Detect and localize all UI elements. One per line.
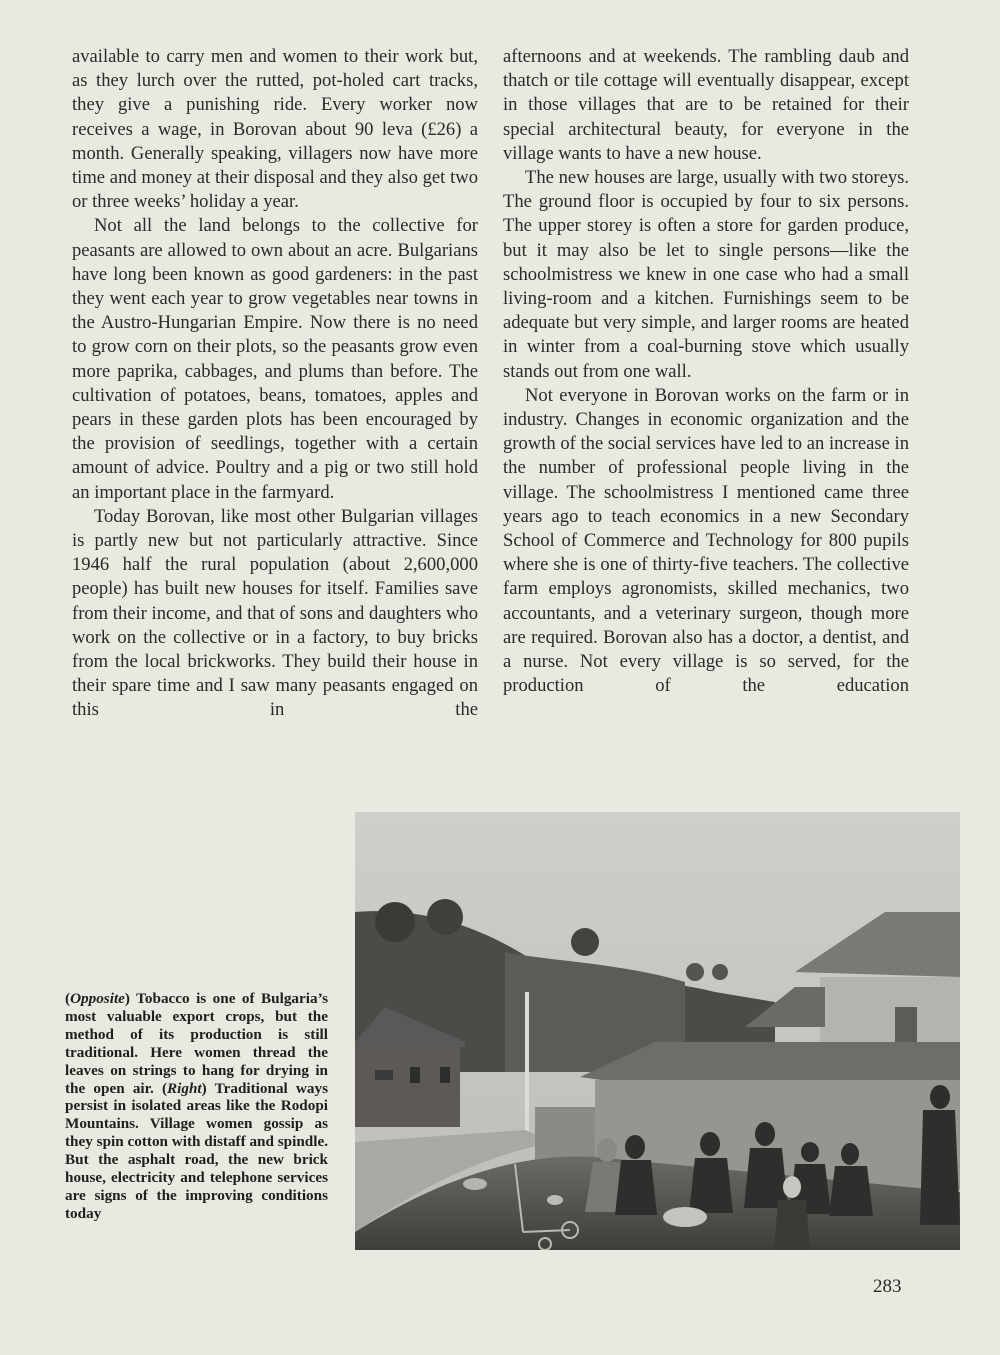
caption-text-opposite: Tobacco is one of Bulgaria’s most valuable export crops, but the method of its production is still traditional. Here women thread the leaves on strings to hang for drying in the open air. xyxy=(65,990,328,1097)
paragraph: afternoons and at weekends. The rambling daub and thatch or tile cottage will eventually disappear, except in those villages that are to be retained for their special architectural beauty, for everyone in the village wants to have a new house. xyxy=(503,46,909,164)
photo-caption: (Opposite) Tobacco is one of Bulgaria’s most valuable export crops, but the method of its production is still traditional. Here women thread the leaves on strings to hang for drying in the open air. (Right) Traditional ways persist in isolated areas like the Rodopi Mountains. Village women gossip as they spin cotton with distaff and spindle. But the asphalt road, the new brick house, electricity and telephone services are signs of the improving conditions today xyxy=(65,990,328,1222)
paragraph: Not everyone in Borovan works on the farm or in industry. Changes in economic organization and the growth of the social services have led to an increase in the number of professional people living in the village. The schoolmistress I mentioned came three years ago to teach economics in a new Secondary School of Commerce and Technology for 800 pupils where she is one of thirty-five teachers. The collective farm employs agronomists, skilled mechanics, two accountants, and a veterinary surgeon, though more are required. Borovan also has a doctor, a dentist, and a nurse. Not every village is so served, for the production of the education xyxy=(503,384,909,697)
paragraph: Not all the land belongs to the collective for peasants are allowed to own about an acre. Bulgarians have long been known as good gardeners: in the past they went each year to grow vegetables near towns in the Austro-Hungarian Empire. Now there is no need to grow corn on their plots, so the peasants grow even more paprika, cabbages, and plums than before. The cultivation of potatoes, beans, tomatoes, apples and pears in these garden plots has been encouraged by the provision of seedlings, together with a certain amount of advice. Poultry and a pig or two still hold an important place in the farmyard. xyxy=(72,215,478,503)
caption-label-right: Right xyxy=(167,1079,202,1097)
page-number: 283 xyxy=(873,1276,902,1297)
right-text-column xyxy=(503,45,909,698)
left-text-column xyxy=(72,45,478,723)
paragraph: available to carry men and women to their work but, as they lurch over the rutted, pot-holed cart tracks, they give a punishing ride. Every worker now receives a wage, in Borovan about 90 leva (£26) a month. Generally speaking, villagers now have more time and money at their disposal and they also get two or three weeks’ holiday a year. xyxy=(72,46,478,213)
paragraph: Today Borovan, like most other Bulgarian villages is partly new but not particularly attractive. Since 1946 half the rural population (about 2,600,000 people) has built new houses for itself. Families save from their income, and that of sons and daughters who work on the collective or in a factory, to buy bricks from the local brickworks. They build their house in their spare time and I saw many peasants engaged on this in the xyxy=(72,505,478,721)
caption-text-right: Traditional ways persist in isolated areas like the Rodopi Mountains. Village women gossip as they spin cotton with distaff and spindle. But the asphalt road, the new brick house, electricity and telephone services are signs of the improving conditions today xyxy=(65,1079,328,1222)
village-photograph xyxy=(355,812,960,1250)
paragraph: The new houses are large, usually with two storeys. The ground floor is occupied by four to six persons. The upper storey is often a store for garden produce, but it may also be let to single persons—like the schoolmistress we knew in one case who had a small living-room and a kitchen. Furnishings seem to be adequate but very simple, and larger rooms are heated in winter from a coal-burning stove which usually stands out from one wall. xyxy=(503,167,909,382)
caption-label-opposite: Opposite xyxy=(70,990,125,1007)
